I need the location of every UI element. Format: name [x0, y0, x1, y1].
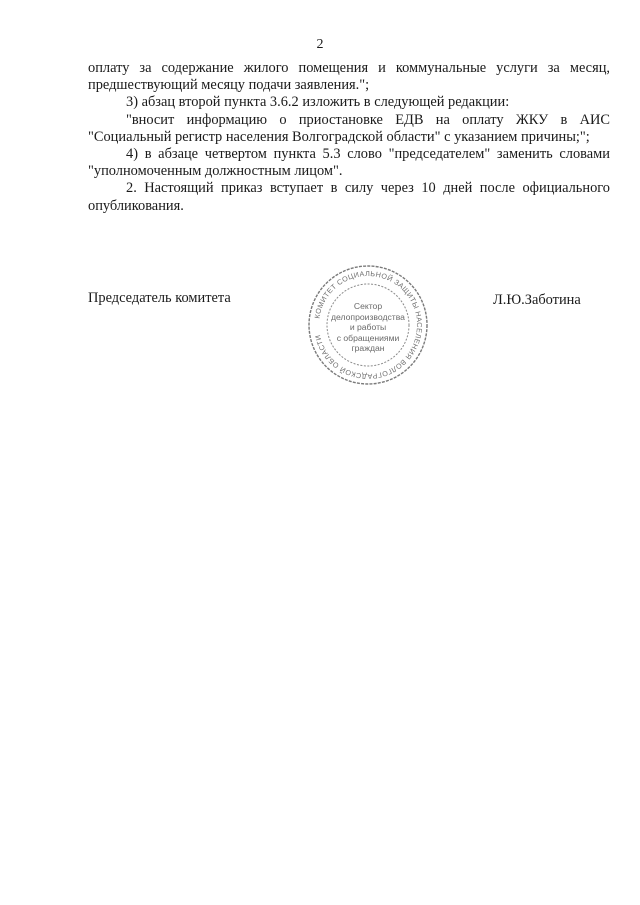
stamp-inner-text [328, 301, 408, 354]
stamp-line: с обращениями [336, 332, 400, 343]
stamp-line: и работы [349, 322, 387, 333]
stamp-line: делопроизводства [331, 311, 405, 322]
paragraph-item-3: 3) абзац второй пункта 3.6.2 изложить в следующей редакции: [126, 94, 510, 111]
document-body [88, 60, 610, 215]
paragraph-item-4: 4) в абзаце четвертом пункта 5.3 слово "председателем" заменить словами "уполномоченным должностным лицом". [88, 146, 610, 180]
paragraph-continuation: оплату за содержание жилого помещения и коммунальные услуги за месяц, предшествующий месяцу подачи заявления."; [88, 60, 610, 94]
paragraph-quoted-text: "вносит информацию о приостановке ЕДВ на оплату ЖКУ в АИС "Социальный регистр населения Волгоградской области" с указанием причины;"; [88, 111, 610, 145]
stamp-ring-text: КОМИТЕТ СОЦИАЛЬНОЙ ЗАЩИТЫ НАСЕЛЕНИЯ ВОЛГОГРАДСКОЙ ОБЛАСТИ [312, 268, 425, 382]
stamp-line: Сектор [353, 301, 383, 311]
stamp-line: граждан [351, 343, 385, 354]
official-stamp [306, 263, 430, 387]
signatory-name: Л.Ю.Заботина [493, 292, 581, 308]
paragraph-effective-date: 2. Настоящий приказ вступает в силу через 10 дней после официального опубликования. [88, 180, 610, 214]
page-number: 2 [316, 37, 324, 52]
signatory-title: Председатель комитета [88, 290, 231, 306]
